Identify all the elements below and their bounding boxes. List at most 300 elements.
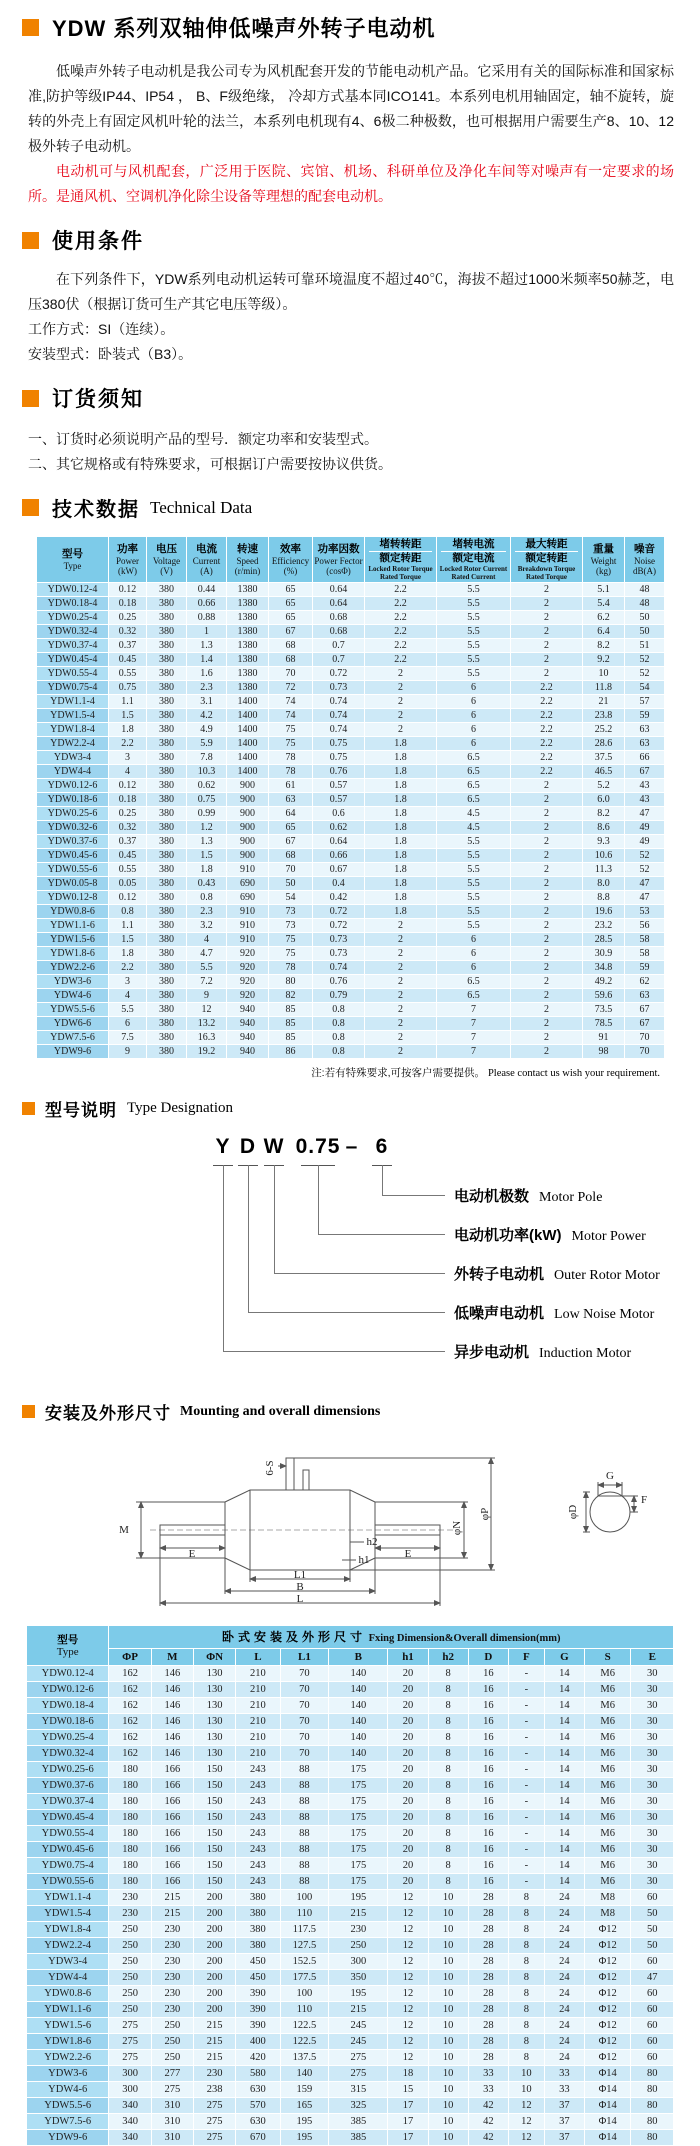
dim-table-row <box>27 1874 674 1890</box>
value-cell: 0.8 <box>313 1003 365 1017</box>
designation-label-en: Motor Power <box>571 1229 646 1244</box>
value-cell: 28 <box>468 1890 508 1906</box>
value-cell: 1.3 <box>187 639 227 653</box>
value-cell: 11.3 <box>583 863 625 877</box>
value-cell: 12 <box>388 2050 428 2066</box>
value-cell: 28 <box>468 1986 508 2002</box>
value-cell: 8 <box>428 1698 468 1714</box>
tech-table-row <box>37 961 665 975</box>
model-cell: YDW0.18-4 <box>27 1698 109 1714</box>
value-cell: 130 <box>193 1682 235 1698</box>
value-cell: 159 <box>280 2082 329 2098</box>
model-cell: YDW7.5-6 <box>27 2114 109 2130</box>
value-cell: 58 <box>625 933 665 947</box>
value-cell: 8.2 <box>583 807 625 821</box>
header-span-en: Fxing Dimension&Overall dimension(mm) <box>365 1633 561 1644</box>
header-unit: (%) <box>283 566 298 576</box>
value-cell: 20 <box>388 1778 428 1794</box>
value-cell: 24 <box>544 2018 584 2034</box>
value-cell: 380 <box>147 1003 187 1017</box>
value-cell: 16 <box>468 1778 508 1794</box>
value-cell: 28.6 <box>583 737 625 751</box>
dim-table-header-row-1 <box>27 1626 674 1649</box>
header-unit: (kg) <box>596 566 611 576</box>
value-cell: 42 <box>468 2130 508 2146</box>
value-cell: 140 <box>329 1714 388 1730</box>
model-cell: YDW7.5-6 <box>37 1031 109 1045</box>
value-cell: 73 <box>269 919 313 933</box>
value-cell: M6 <box>584 1826 631 1842</box>
value-cell: 8 <box>508 1954 544 1970</box>
tech-table-row <box>37 737 665 751</box>
model-cell: YDW0.45-6 <box>27 1842 109 1858</box>
value-cell: 230 <box>109 1906 151 1922</box>
value-cell: 10 <box>428 2002 468 2018</box>
model-cell: YDW1.8-4 <box>27 1922 109 1938</box>
value-cell: 180 <box>109 1858 151 1874</box>
model-cell: YDW2.2-4 <box>37 737 109 751</box>
value-cell: 140 <box>280 2066 329 2082</box>
header-label-zh: 堵转转距 <box>369 538 432 552</box>
value-cell: 82 <box>269 989 313 1003</box>
ordering-section-title: 订货须知 <box>52 388 144 411</box>
tech-table-row <box>37 863 665 877</box>
value-cell: 166 <box>151 1810 193 1826</box>
value-cell: 940 <box>227 1003 269 1017</box>
value-cell: 300 <box>109 2066 151 2082</box>
value-cell: 200 <box>193 1938 235 1954</box>
value-cell: 24 <box>544 1938 584 1954</box>
tech-table-row <box>37 583 665 597</box>
model-cell: YDW5.5-6 <box>27 2098 109 2114</box>
value-cell: - <box>508 1682 544 1698</box>
value-cell: 215 <box>151 1906 193 1922</box>
value-cell: 4.5 <box>437 821 511 835</box>
value-cell: 243 <box>236 1778 280 1794</box>
value-cell: 2 <box>365 695 437 709</box>
value-cell: 50 <box>631 1906 674 1922</box>
value-cell: 70 <box>280 1714 329 1730</box>
value-cell: 900 <box>227 835 269 849</box>
value-cell: 2 <box>511 667 583 681</box>
value-cell: 180 <box>109 1842 151 1858</box>
value-cell: 140 <box>329 1682 388 1698</box>
value-cell: 380 <box>147 849 187 863</box>
dim-table-row <box>27 1666 674 1682</box>
value-cell: - <box>508 1810 544 1826</box>
value-cell: 3.2 <box>187 919 227 933</box>
value-cell: 215 <box>193 2018 235 2034</box>
model-cell: YDW0.55-6 <box>37 863 109 877</box>
dim-table-header-row-2 <box>27 1649 674 1666</box>
value-cell: 80 <box>631 2130 674 2146</box>
usage-section-title: 使用条件 <box>52 230 144 253</box>
value-cell: 2 <box>511 793 583 807</box>
value-cell: 24 <box>544 1986 584 2002</box>
value-cell: 16 <box>468 1826 508 1842</box>
tech-table-row <box>37 849 665 863</box>
value-cell: 21 <box>583 695 625 709</box>
value-cell: 110 <box>280 2002 329 2018</box>
model-cell: YDW0.37-4 <box>27 1794 109 1810</box>
value-cell: 920 <box>227 961 269 975</box>
technical-section-header <box>22 493 700 522</box>
value-cell: 88 <box>280 1762 329 1778</box>
value-cell: 6.5 <box>437 975 511 989</box>
value-cell: 70 <box>269 667 313 681</box>
ordering-line-1: 一、订货时必须说明产品的型号．额定功率和安装型式。 <box>28 431 378 447</box>
value-cell: 380 <box>236 1922 280 1938</box>
value-cell: 390 <box>236 2002 280 2018</box>
value-cell: 8 <box>508 2034 544 2050</box>
value-cell: 630 <box>236 2082 280 2098</box>
value-cell: 0.6 <box>313 807 365 821</box>
tech-column-header <box>187 537 227 583</box>
value-cell: 146 <box>151 1746 193 1762</box>
value-cell: 10 <box>428 1986 468 2002</box>
value-cell: 37 <box>544 2098 584 2114</box>
value-cell: 7 <box>437 1045 511 1059</box>
tech-column-header <box>269 537 313 583</box>
value-cell: 16 <box>468 1874 508 1890</box>
value-cell: 150 <box>193 1794 235 1810</box>
value-cell: 0.75 <box>109 681 147 695</box>
value-cell: 0.7 <box>313 653 365 667</box>
model-cell: YDW0.8-6 <box>37 905 109 919</box>
dim-table-row <box>27 1858 674 1874</box>
value-cell: 210 <box>236 1682 280 1698</box>
value-cell: 910 <box>227 863 269 877</box>
value-cell: 275 <box>329 2050 388 2066</box>
value-cell: 67 <box>269 835 313 849</box>
tech-table-row <box>37 653 665 667</box>
value-cell: 390 <box>236 2018 280 2034</box>
value-cell: 20 <box>388 1746 428 1762</box>
value-cell: 0.05 <box>109 877 147 891</box>
value-cell: 380 <box>147 667 187 681</box>
header-label-zh: 噪音 <box>634 543 655 555</box>
value-cell: 10 <box>428 2098 468 2114</box>
value-cell: 80 <box>631 2082 674 2098</box>
value-cell: 180 <box>109 1826 151 1842</box>
header-label-en: Power Fector <box>314 556 363 566</box>
dim-table-row <box>27 2098 674 2114</box>
value-cell: 0.45 <box>109 653 147 667</box>
value-cell: 275 <box>193 2098 235 2114</box>
value-cell: 20 <box>388 1810 428 1826</box>
value-cell: 56 <box>625 919 665 933</box>
value-cell: 146 <box>151 1682 193 1698</box>
value-cell: 24 <box>544 2034 584 2050</box>
value-cell: - <box>508 1858 544 1874</box>
value-cell: 14 <box>544 1698 584 1714</box>
value-cell: 4.7 <box>187 947 227 961</box>
value-cell: 12 <box>388 2018 428 2034</box>
value-cell: - <box>508 1730 544 1746</box>
value-cell: 2 <box>511 625 583 639</box>
value-cell: 0.75 <box>313 751 365 765</box>
value-cell: 30 <box>631 1826 674 1842</box>
value-cell: 7 <box>437 1017 511 1031</box>
value-cell: 30 <box>631 1746 674 1762</box>
value-cell: 14 <box>544 1810 584 1826</box>
drawing-dim-label: B <box>296 1581 304 1593</box>
value-cell: 12 <box>388 1890 428 1906</box>
value-cell: 140 <box>329 1746 388 1762</box>
header-label-en: Efficiency <box>271 556 310 566</box>
value-cell: 28 <box>468 1970 508 1986</box>
value-cell: 7 <box>437 1031 511 1045</box>
value-cell: 75 <box>269 723 313 737</box>
value-cell: 177.5 <box>280 1970 329 1986</box>
value-cell: 30 <box>631 1762 674 1778</box>
value-cell: 0.25 <box>109 611 147 625</box>
value-cell: 2.2 <box>365 625 437 639</box>
value-cell: 12 <box>187 1003 227 1017</box>
value-cell: 175 <box>329 1874 388 1890</box>
value-cell: 0.64 <box>313 583 365 597</box>
header-label-zh: 重量 <box>593 543 614 555</box>
value-cell: 70 <box>280 1746 329 1762</box>
value-cell: 130 <box>193 1746 235 1762</box>
value-cell: 6.5 <box>437 779 511 793</box>
header-label-zh: 电压 <box>156 543 177 555</box>
value-cell: 6.0 <box>583 793 625 807</box>
value-cell: 0.12 <box>109 583 147 597</box>
value-cell: 8 <box>508 1986 544 2002</box>
model-cell: YDW0.8-6 <box>27 1986 109 2002</box>
value-cell: 8 <box>508 1890 544 1906</box>
tech-table-row <box>37 1045 665 1059</box>
tech-column-header <box>511 537 583 583</box>
value-cell: 6 <box>437 681 511 695</box>
value-cell: 8 <box>508 1970 544 1986</box>
value-cell: 5.9 <box>187 737 227 751</box>
value-cell: 4.2 <box>187 709 227 723</box>
mounting-section-header <box>22 1399 700 1424</box>
value-cell: 175 <box>329 1858 388 1874</box>
value-cell: 88 <box>280 1858 329 1874</box>
value-cell: 80 <box>631 2066 674 2082</box>
value-cell: 195 <box>280 2114 329 2130</box>
value-cell: 0.4 <box>313 877 365 891</box>
value-cell: 1.8 <box>365 765 437 779</box>
value-cell: 2 <box>365 667 437 681</box>
value-cell: 42 <box>468 2098 508 2114</box>
value-cell: 25.2 <box>583 723 625 737</box>
value-cell: 2 <box>511 905 583 919</box>
value-cell: 74 <box>269 695 313 709</box>
value-cell: 2.2 <box>109 737 147 751</box>
designation-label <box>454 1302 654 1323</box>
value-cell: 380 <box>147 933 187 947</box>
dim-column-header: G <box>544 1649 584 1666</box>
model-cell: YDW0.32-6 <box>37 821 109 835</box>
value-cell: 6.5 <box>437 765 511 779</box>
value-cell: M6 <box>584 1842 631 1858</box>
value-cell: 17 <box>388 2130 428 2146</box>
dim-table-row <box>27 2114 674 2130</box>
value-cell: 30 <box>631 1666 674 1682</box>
value-cell: 85 <box>269 1031 313 1045</box>
value-cell: 0.55 <box>109 863 147 877</box>
model-cell: YDW4-6 <box>37 989 109 1003</box>
value-cell: 8 <box>428 1762 468 1778</box>
value-cell: 146 <box>151 1714 193 1730</box>
value-cell: 50 <box>269 877 313 891</box>
value-cell: 900 <box>227 779 269 793</box>
model-cell: YDW0.18-4 <box>37 597 109 611</box>
value-cell: 63 <box>625 989 665 1003</box>
value-cell: 175 <box>329 1794 388 1810</box>
model-cell: YDW0.32-4 <box>27 1746 109 1762</box>
value-cell: 0.88 <box>187 611 227 625</box>
value-cell: 130 <box>193 1666 235 1682</box>
value-cell: 0.8 <box>313 1031 365 1045</box>
value-cell: 50 <box>631 1922 674 1938</box>
model-cell: YDW6-6 <box>37 1017 109 1031</box>
value-cell: 80 <box>631 2114 674 2130</box>
type-designation-diagram <box>20 1135 680 1383</box>
value-cell: 380 <box>147 695 187 709</box>
header-label-en: Type <box>63 561 82 571</box>
value-cell: 0.72 <box>313 667 365 681</box>
model-cell: YDW1.5-6 <box>27 2018 109 2034</box>
value-cell: 570 <box>236 2098 280 2114</box>
value-cell: 5.5 <box>437 835 511 849</box>
header-unit: (A) <box>200 566 213 576</box>
value-cell: 2 <box>511 639 583 653</box>
model-cell: YDW0.12-6 <box>37 779 109 793</box>
designation-section-header <box>22 1096 700 1121</box>
value-cell: 380 <box>147 961 187 975</box>
value-cell: 690 <box>227 877 269 891</box>
header-label-zh: 电流 <box>196 543 217 555</box>
section-marker-icon <box>22 19 39 36</box>
value-cell: 20 <box>388 1842 428 1858</box>
dim-column-header: h2 <box>428 1649 468 1666</box>
value-cell: 70 <box>280 1730 329 1746</box>
value-cell: 200 <box>193 1986 235 2002</box>
dim-table-row <box>27 1986 674 2002</box>
value-cell: 195 <box>280 2130 329 2146</box>
value-cell: 0.62 <box>313 821 365 835</box>
value-cell: 243 <box>236 1762 280 1778</box>
header-label-zh2: 额定转距 <box>525 552 568 564</box>
value-cell: 9 <box>109 1045 147 1059</box>
value-cell: 0.76 <box>313 765 365 779</box>
value-cell: 10 <box>428 1954 468 1970</box>
value-cell: 385 <box>329 2114 388 2130</box>
value-cell: 2.2 <box>511 695 583 709</box>
value-cell: 0.8 <box>187 891 227 905</box>
value-cell: 14 <box>544 1762 584 1778</box>
value-cell: 2 <box>511 849 583 863</box>
tech-table-row <box>37 947 665 961</box>
value-cell: 70 <box>625 1031 665 1045</box>
value-cell: Φ12 <box>584 1954 631 1970</box>
value-cell: 37 <box>544 2130 584 2146</box>
value-cell: 940 <box>227 1017 269 1031</box>
value-cell: 243 <box>236 1810 280 1826</box>
value-cell: 78 <box>269 765 313 779</box>
value-cell: - <box>508 1714 544 1730</box>
value-cell: 245 <box>329 2018 388 2034</box>
designation-section-title-en: Type Designation <box>127 1100 234 1116</box>
value-cell: 47 <box>625 891 665 905</box>
value-cell: 10 <box>428 2034 468 2050</box>
header-unit: (cosΦ) <box>326 566 351 576</box>
model-cell: YDW1.1-4 <box>27 1890 109 1906</box>
model-cell: YDW0.25-4 <box>37 611 109 625</box>
value-cell: 180 <box>109 1794 151 1810</box>
value-cell: 580 <box>236 2066 280 2082</box>
value-cell: 0.68 <box>313 625 365 639</box>
dim-table-row <box>27 1922 674 1938</box>
tech-column-header <box>625 537 665 583</box>
value-cell: 14 <box>544 1730 584 1746</box>
value-cell: 277 <box>151 2066 193 2082</box>
value-cell: 380 <box>147 1045 187 1059</box>
value-cell: 0.37 <box>109 639 147 653</box>
value-cell: 5.5 <box>437 849 511 863</box>
value-cell: 15 <box>388 2082 428 2098</box>
designation-code-part: D <box>239 1135 257 1158</box>
value-cell: 2.2 <box>365 583 437 597</box>
value-cell: 0.66 <box>187 597 227 611</box>
value-cell: 85 <box>269 1003 313 1017</box>
value-cell: 380 <box>147 723 187 737</box>
value-cell: 19.6 <box>583 905 625 919</box>
value-cell: 16 <box>468 1698 508 1714</box>
value-cell: 10 <box>428 1906 468 1922</box>
value-cell: 2 <box>511 1045 583 1059</box>
value-cell: 1380 <box>227 681 269 695</box>
value-cell: 1400 <box>227 737 269 751</box>
tech-table-row <box>37 933 665 947</box>
value-cell: 380 <box>236 1906 280 1922</box>
designation-code-part: – <box>345 1135 359 1158</box>
designation-code-part: 0.75 <box>295 1135 341 1158</box>
value-cell: 4.5 <box>437 807 511 821</box>
value-cell: 245 <box>329 2034 388 2050</box>
model-cell: YDW0.37-6 <box>27 1778 109 1794</box>
value-cell: 20 <box>388 1762 428 1778</box>
value-cell: 300 <box>329 1954 388 1970</box>
value-cell: 5.5 <box>437 863 511 877</box>
model-cell: YDW4-4 <box>37 765 109 779</box>
value-cell: 0.73 <box>313 681 365 695</box>
value-cell: 1380 <box>227 597 269 611</box>
designation-label-zh: 低噪声电动机 <box>454 1305 545 1322</box>
value-cell: 7.8 <box>187 751 227 765</box>
value-cell: 0.8 <box>109 905 147 919</box>
value-cell: 78.5 <box>583 1017 625 1031</box>
value-cell: 310 <box>151 2114 193 2130</box>
section-marker-icon <box>22 499 39 516</box>
value-cell: M6 <box>584 1746 631 1762</box>
value-cell: 60 <box>631 1890 674 1906</box>
value-cell: 10 <box>428 1922 468 1938</box>
header-label-en: Locked Rotor Torque Rated Torque <box>368 565 433 581</box>
value-cell: 250 <box>109 1986 151 2002</box>
value-cell: 2 <box>511 989 583 1003</box>
value-cell: 28 <box>468 1906 508 1922</box>
value-cell: 215 <box>151 1890 193 1906</box>
value-cell: 0.67 <box>313 863 365 877</box>
value-cell: 88 <box>280 1826 329 1842</box>
value-cell: 10 <box>428 2130 468 2146</box>
